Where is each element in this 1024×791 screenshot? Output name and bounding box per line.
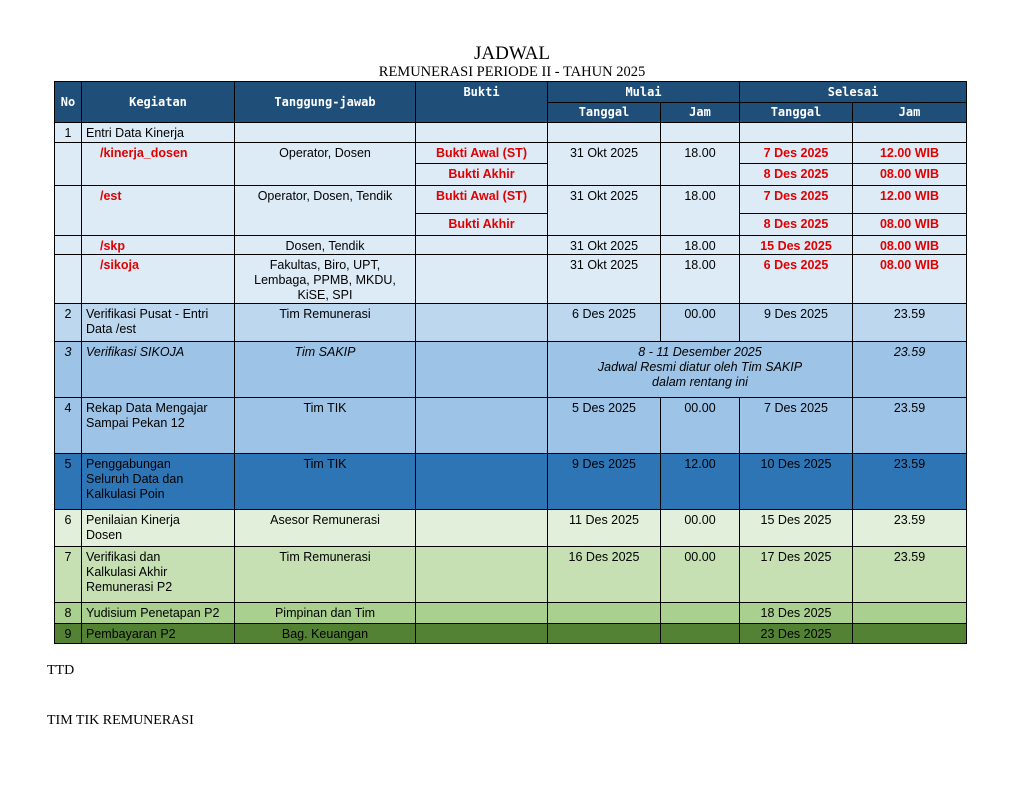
header-selesai-tanggal: Tanggal — [740, 103, 853, 123]
schedule-table — [54, 81, 967, 644]
row-kegiatan: Rekap Data Mengajar Sampai Pekan 12 — [82, 398, 235, 454]
mulai-tanggal: 31 Okt 2025 — [548, 186, 661, 236]
mulai-tanggal: 6 Des 2025 — [548, 304, 661, 342]
table-row — [55, 454, 967, 510]
header-selesai-jam: Jam — [853, 103, 967, 123]
table-row — [55, 342, 967, 398]
header-tanggung-jawab: Tanggung-jawab — [235, 82, 416, 123]
pj-kinerja: Operator, Dosen — [235, 143, 416, 186]
row-kegiatan: Pembayaran P2 — [82, 624, 235, 644]
row-no: 7 — [55, 547, 82, 603]
selesai-tanggal: 8 Des 2025 — [740, 164, 853, 186]
mulai-tanggal: 9 Des 2025 — [548, 454, 661, 510]
header-mulai-jam: Jam — [661, 103, 740, 123]
row-kegiatan: Yudisium Penetapan P2 — [82, 603, 235, 624]
table-row — [55, 255, 967, 304]
selesai-jam: 08.00 WIB — [853, 236, 967, 255]
selesai-jam: 23.59 — [853, 398, 967, 454]
header-mulai: Mulai — [548, 82, 740, 103]
mulai-jam: 00.00 — [661, 547, 740, 603]
header-selesai: Selesai — [740, 82, 967, 103]
table-row — [55, 186, 967, 214]
row-no: 2 — [55, 304, 82, 342]
row-pj: Bag. Keuangan — [235, 624, 416, 644]
selesai-jam: 08.00 WIB — [853, 164, 967, 186]
selesai-tanggal: 9 Des 2025 — [740, 304, 853, 342]
mulai-jam: 18.00 — [661, 143, 740, 186]
mulai-tanggal: 31 Okt 2025 — [548, 236, 661, 255]
selesai-tanggal: 7 Des 2025 — [740, 143, 853, 164]
mulai-jam: 00.00 — [661, 304, 740, 342]
bukti-akhir-kinerja: Bukti Akhir — [416, 164, 548, 186]
pj-est: Operator, Dosen, Tendik — [235, 186, 416, 236]
row-no: 9 — [55, 624, 82, 644]
header-kegiatan: Kegiatan — [82, 82, 235, 123]
table-row — [55, 236, 967, 255]
table-row — [55, 398, 967, 454]
sikoja-note: Jadwal Resmi diatur oleh Tim SAKIP dalam rentang ini — [597, 360, 803, 389]
row-no: 8 — [55, 603, 82, 624]
row-no: 3 — [55, 342, 82, 398]
row-no: 1 — [55, 123, 82, 143]
selesai-tanggal: 17 Des 2025 — [740, 547, 853, 603]
sub-skp: /skp — [82, 236, 235, 255]
table-row — [55, 123, 967, 143]
mulai-jam: 18.00 — [661, 255, 740, 304]
bukti-awal-kinerja: Bukti Awal (ST) — [416, 143, 548, 164]
selesai-jam: 23.59 — [853, 454, 967, 510]
row-no: 6 — [55, 510, 82, 547]
table-row — [55, 547, 967, 603]
row-pj: Tim Remunerasi — [235, 547, 416, 603]
row-pj: Tim SAKIP — [235, 342, 416, 398]
document-title: JADWAL — [474, 43, 550, 64]
mulai-tanggal: 31 Okt 2025 — [548, 255, 661, 304]
header-bukti: Bukti — [416, 82, 548, 123]
selesai-tanggal: 18 Des 2025 — [740, 603, 853, 624]
sub-est: /est — [82, 186, 235, 236]
row-no: 5 — [55, 454, 82, 510]
selesai-jam: 08.00 WIB — [853, 255, 967, 304]
bukti-akhir-est: Bukti Akhir — [416, 214, 548, 236]
document-subtitle: REMUNERASI PERIODE II - TAHUN 2025 — [378, 64, 646, 80]
selesai-tanggal: 8 Des 2025 — [740, 214, 853, 236]
row-kegiatan: Penilaian Kinerja Dosen — [82, 510, 235, 547]
mulai-tanggal: 31 Okt 2025 — [548, 143, 661, 186]
sub-kinerja-dosen: /kinerja_dosen — [82, 143, 235, 186]
row-pj: Tim TIK — [235, 398, 416, 454]
selesai-tanggal: 23 Des 2025 — [740, 624, 853, 644]
mulai-tanggal: 16 Des 2025 — [548, 547, 661, 603]
header-no: No — [55, 82, 82, 123]
signatory-team: TIM TIK REMUNERASI — [47, 713, 194, 728]
row-kegiatan: Entri Data Kinerja — [82, 123, 235, 143]
mulai-tanggal: 11 Des 2025 — [548, 510, 661, 547]
mulai-tanggal: 5 Des 2025 — [548, 398, 661, 454]
row-pj: Pimpinan dan Tim — [235, 603, 416, 624]
table-row — [55, 304, 967, 342]
table-row — [55, 624, 967, 644]
selesai-jam: 23.59 — [853, 547, 967, 603]
selesai-jam: 12.00 WIB — [853, 186, 967, 214]
header-mulai-tanggal: Tanggal — [548, 103, 661, 123]
row-pj: Tim Remunerasi — [235, 304, 416, 342]
sikoja-range-cell — [548, 342, 853, 398]
mulai-jam: 00.00 — [661, 398, 740, 454]
pj-skp: Dosen, Tendik — [235, 236, 416, 255]
row-kegiatan: Verifikasi SIKOJA — [82, 342, 235, 398]
selesai-tanggal: 15 Des 2025 — [740, 510, 853, 547]
sikoja-range: 8 - 11 Desember 2025 — [638, 345, 762, 359]
selesai-jam: 08.00 WIB — [853, 214, 967, 236]
selesai-tanggal: 7 Des 2025 — [740, 186, 853, 214]
selesai-jam: 23.59 — [853, 304, 967, 342]
mulai-jam: 12.00 — [661, 454, 740, 510]
selesai-jam: 12.00 WIB — [853, 143, 967, 164]
row-kegiatan: Verifikasi Pusat - Entri Data /est — [82, 304, 235, 342]
row-pj: Asesor Remunerasi — [235, 510, 416, 547]
selesai-tanggal: 7 Des 2025 — [740, 398, 853, 454]
selesai-tanggal: 15 Des 2025 — [740, 236, 853, 255]
selesai-jam: 23.59 — [853, 510, 967, 547]
row-kegiatan: Verifikasi dan Kalkulasi Akhir Remunerasi P2 — [82, 547, 235, 603]
pj-sikoja: Fakultas, Biro, UPT, Lembaga, PPMB, MKDU, KiSE, SPI — [235, 255, 416, 304]
table-row — [55, 603, 967, 624]
selesai-tanggal: 10 Des 2025 — [740, 454, 853, 510]
mulai-jam: 18.00 — [661, 236, 740, 255]
row-no: 4 — [55, 398, 82, 454]
row-kegiatan: Penggabungan Seluruh Data dan Kalkulasi Poin — [82, 454, 235, 510]
ttd-label: TTD — [47, 663, 75, 678]
row-pj: Tim TIK — [235, 454, 416, 510]
table-row — [55, 510, 967, 547]
sub-sikoja: /sikoja — [82, 255, 235, 304]
mulai-jam: 18.00 — [661, 186, 740, 236]
bukti-awal-est: Bukti Awal (ST) — [416, 186, 548, 214]
selesai-tanggal: 6 Des 2025 — [740, 255, 853, 304]
mulai-jam: 00.00 — [661, 510, 740, 547]
table-row — [55, 143, 967, 164]
selesai-jam: 23.59 — [853, 342, 967, 398]
